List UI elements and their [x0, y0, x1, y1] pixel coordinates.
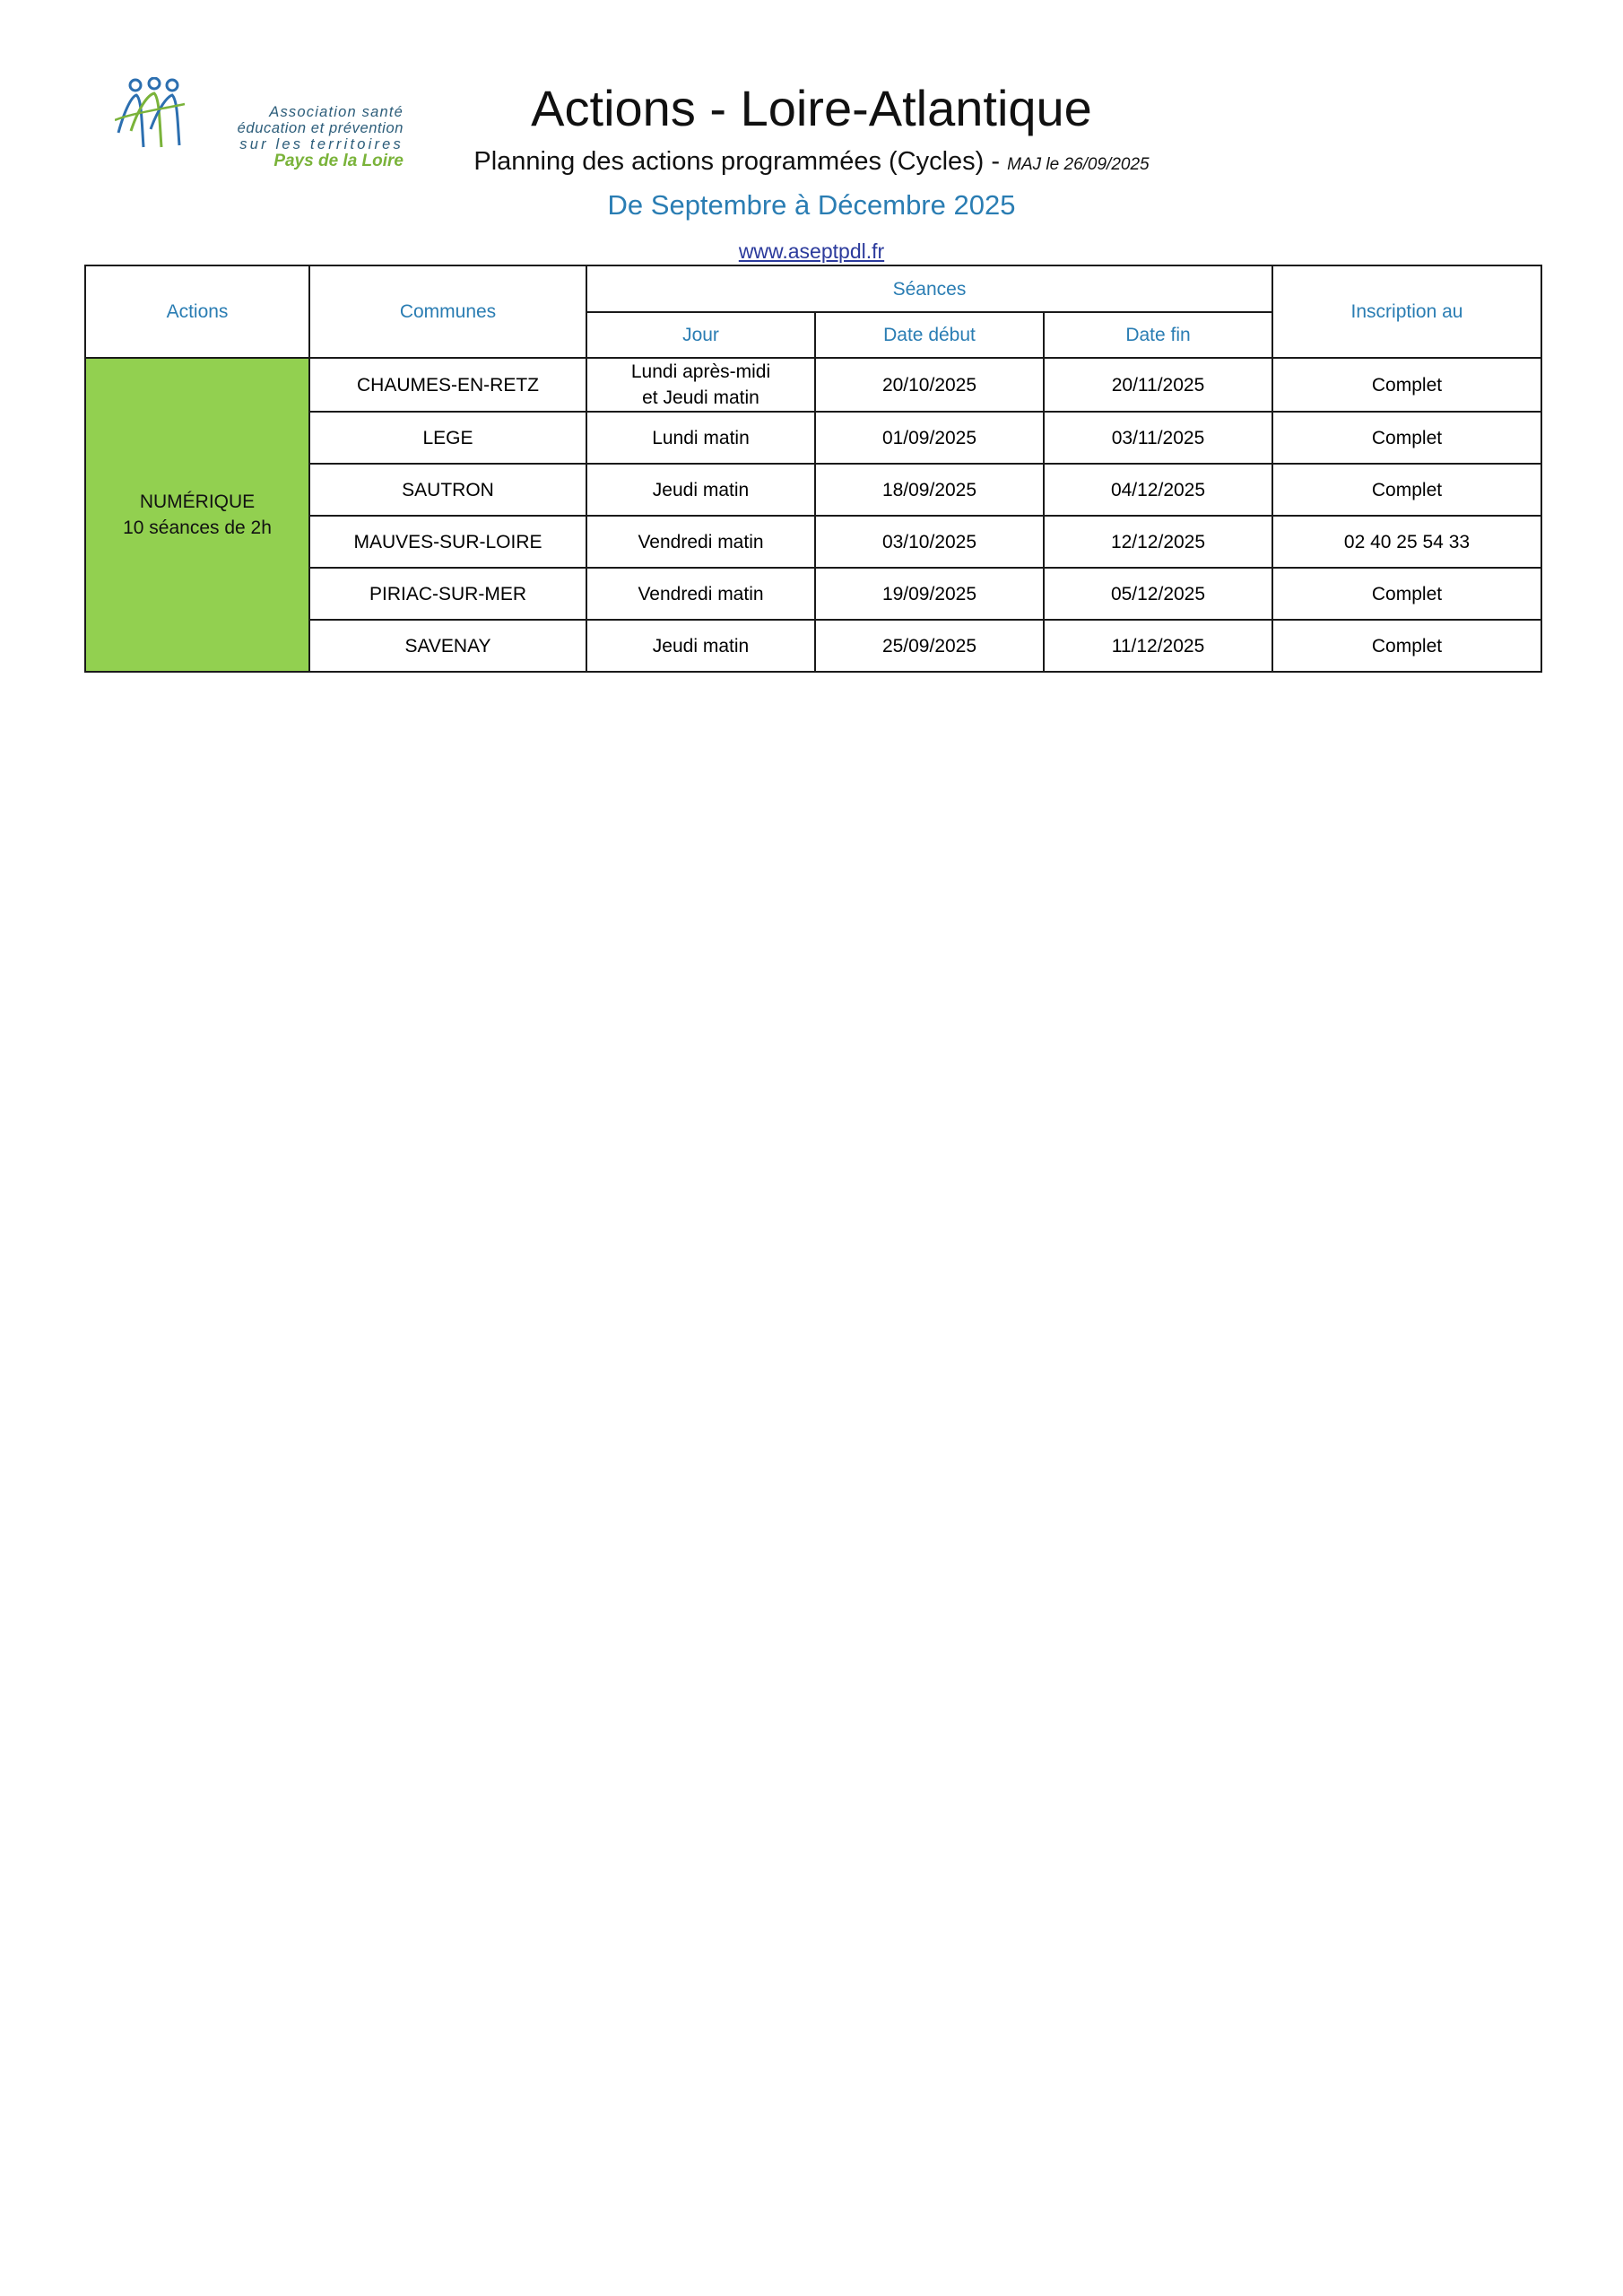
inscription-cell: Complet [1272, 358, 1541, 412]
website [0, 237, 1623, 265]
header-row [85, 265, 1541, 312]
jour-cell: Jeudi matin [586, 620, 815, 672]
website-link[interactable]: www.aseptpdl.fr [738, 239, 885, 263]
subtitle-text: Planning des actions programmées (Cycles) [473, 147, 985, 176]
date-debut-cell: 20/10/2025 [815, 358, 1044, 412]
jour-cell: Jeudi matin [586, 464, 815, 516]
jour-cell: Vendredi matin [586, 568, 815, 620]
period-heading: De Septembre à Décembre 2025 [607, 189, 1016, 221]
inscription-cell: Complet [1272, 464, 1541, 516]
commune-cell: SAVENAY [309, 620, 586, 672]
logo-line-1: Association santé [269, 104, 404, 120]
update-date: MAJ le 26/09/2025 [1007, 155, 1150, 174]
action-detail: 10 séances de 2h [123, 517, 272, 538]
inscription-cell: Complet [1272, 568, 1541, 620]
date-fin-cell: 20/11/2025 [1044, 358, 1272, 412]
date-fin-cell: 05/12/2025 [1044, 568, 1272, 620]
inscription-cell: Complet [1272, 412, 1541, 464]
page-subtitle [0, 144, 1623, 183]
date-debut-cell: 25/09/2025 [815, 620, 1044, 672]
commune-cell: MAUVES-SUR-LOIRE [309, 516, 586, 568]
jour-cell: Vendredi matin [586, 516, 815, 568]
date-debut-cell: 19/09/2025 [815, 568, 1044, 620]
date-fin-cell: 04/12/2025 [1044, 464, 1272, 516]
inscription-cell: Complet [1272, 620, 1541, 672]
jour-line: et Jeudi matin [642, 387, 759, 408]
date-fin-cell: 11/12/2025 [1044, 620, 1272, 672]
action-name: NUMÉRIQUE [139, 491, 256, 512]
table-row [85, 358, 1541, 412]
action-cell [85, 358, 309, 672]
logo-line-3: sur les territoires [239, 136, 404, 152]
date-debut-cell: 18/09/2025 [815, 464, 1044, 516]
date-debut-cell: 03/10/2025 [815, 516, 1044, 568]
logo-line-4: Pays de la Loire [273, 152, 404, 170]
logo-line-2: éducation et prévention [237, 120, 404, 136]
header-inscription: Inscription au [1272, 265, 1541, 358]
page-title: Actions - Loire-Atlantique [531, 80, 1092, 136]
jour-cell: Lundi matin [586, 412, 815, 464]
commune-cell: SAUTRON [309, 464, 586, 516]
header-jour: Jour [586, 312, 815, 358]
header-communes: Communes [309, 265, 586, 358]
date-fin-cell: 12/12/2025 [1044, 516, 1272, 568]
subtitle-separator: - [991, 147, 1001, 176]
commune-cell: PIRIAC-SUR-MER [309, 568, 586, 620]
jour-line: Lundi après-midi [630, 361, 771, 382]
date-fin-cell: 03/11/2025 [1044, 412, 1272, 464]
commune-cell: LEGE [309, 412, 586, 464]
commune-cell: CHAUMES-EN-RETZ [309, 358, 586, 412]
header-actions: Actions [85, 265, 309, 358]
header-date-fin: Date fin [1044, 312, 1272, 358]
header-seances: Séances [586, 265, 1272, 312]
date-debut-cell: 01/09/2025 [815, 412, 1044, 464]
header-date-debut: Date début [815, 312, 1044, 358]
planning-table [84, 265, 1542, 673]
jour-cell [586, 358, 815, 412]
inscription-cell: 02 40 25 54 33 [1272, 516, 1541, 568]
